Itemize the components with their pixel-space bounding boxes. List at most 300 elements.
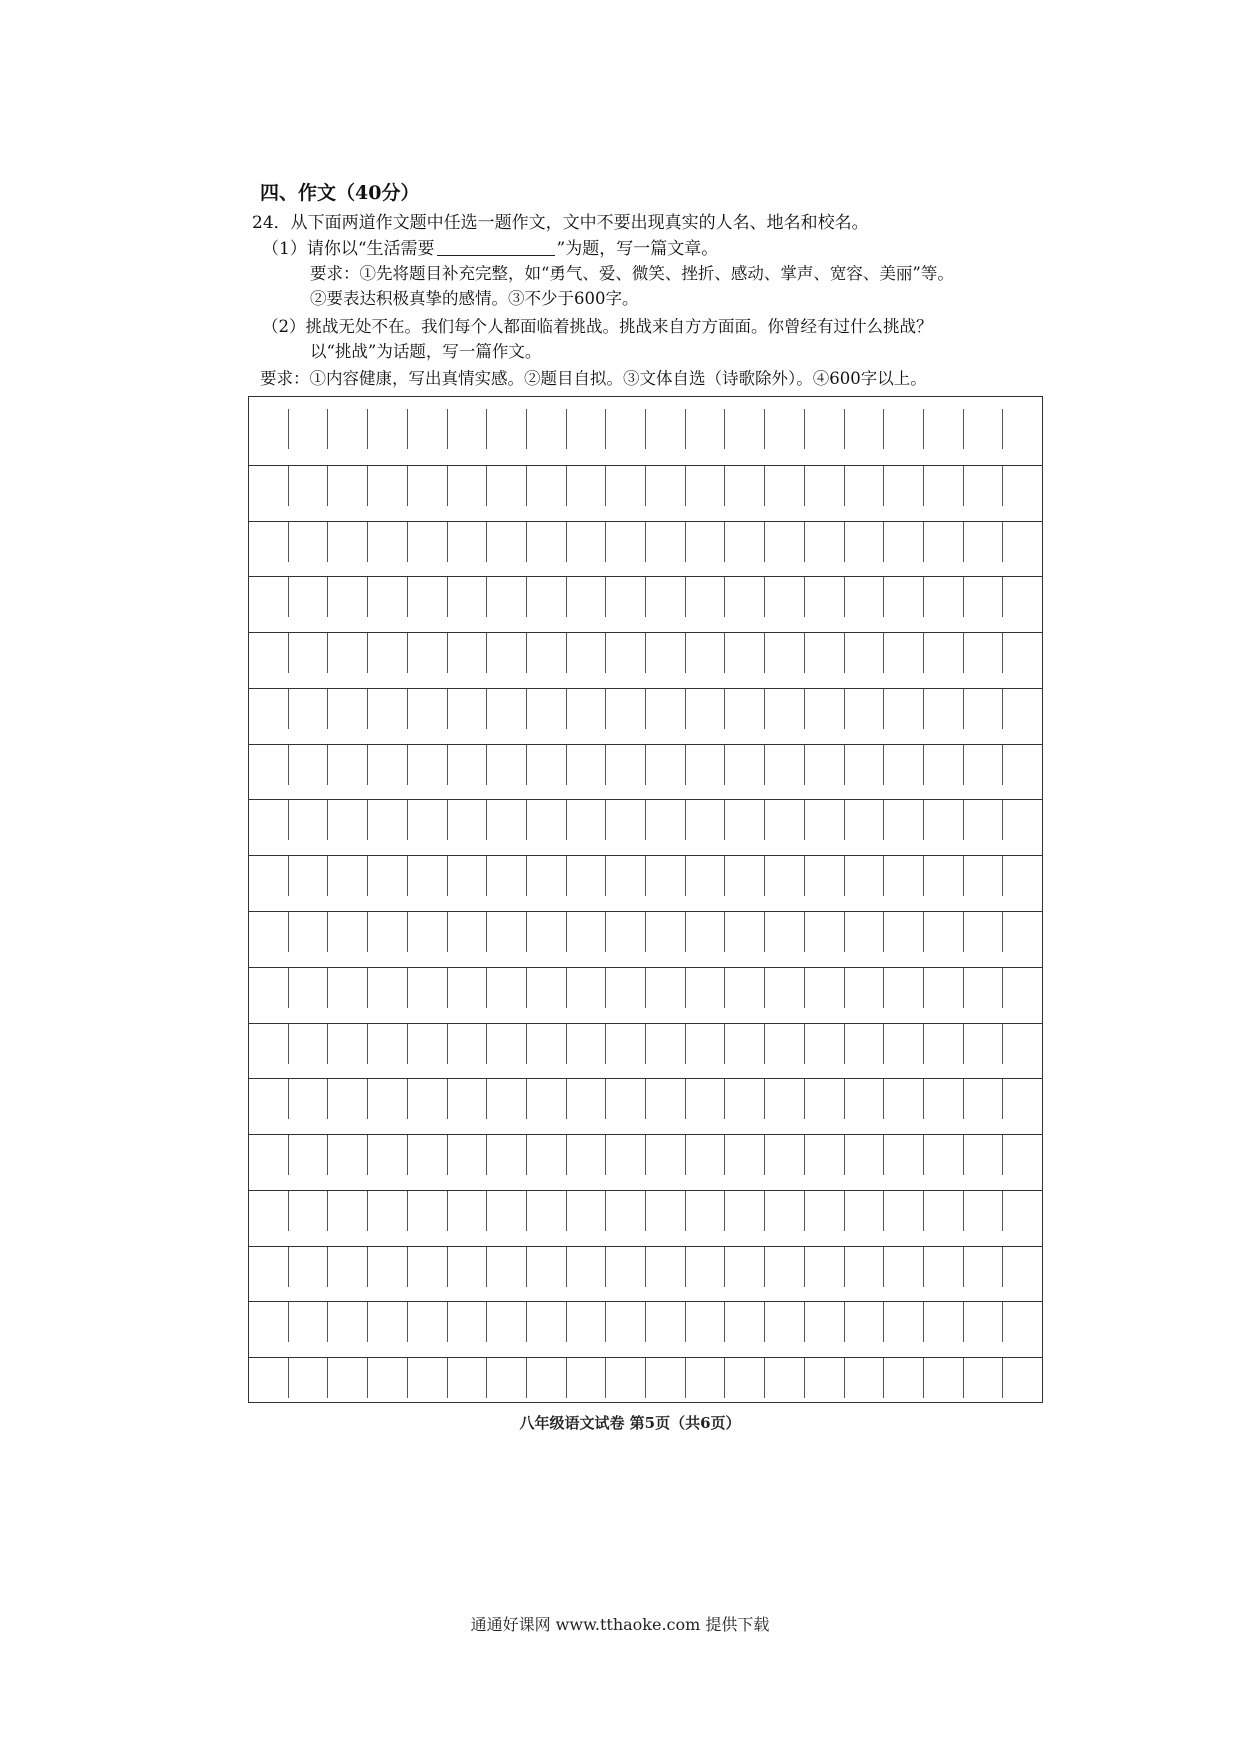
grid-cell[interactable]: [725, 1302, 765, 1342]
grid-cell[interactable]: [884, 1302, 924, 1342]
grid-cell[interactable]: [606, 409, 646, 449]
grid-cell[interactable]: [924, 968, 964, 1008]
grid-cell[interactable]: [368, 1079, 408, 1119]
grid-cell[interactable]: [964, 689, 1004, 729]
grid-cell[interactable]: [1003, 466, 1042, 506]
grid-cell[interactable]: [1003, 409, 1042, 449]
grid-cell[interactable]: [368, 968, 408, 1008]
grid-cell[interactable]: [328, 633, 368, 673]
grid-cell[interactable]: [725, 466, 765, 506]
grid-cell[interactable]: [527, 1191, 567, 1231]
grid-cell[interactable]: [805, 1024, 845, 1064]
grid-cell[interactable]: [686, 1358, 726, 1398]
grid-cell[interactable]: [725, 1191, 765, 1231]
grid-cell[interactable]: [567, 577, 607, 617]
grid-cell[interactable]: [527, 522, 567, 562]
grid-cell[interactable]: [964, 633, 1004, 673]
grid-cell[interactable]: [408, 1302, 448, 1342]
grid-cell[interactable]: [686, 968, 726, 1008]
grid-cell[interactable]: [805, 1079, 845, 1119]
grid-cell[interactable]: [368, 466, 408, 506]
grid-cell[interactable]: [606, 1302, 646, 1342]
grid-cell[interactable]: [725, 968, 765, 1008]
grid-cell[interactable]: [646, 1358, 686, 1398]
grid-cell[interactable]: [924, 522, 964, 562]
grid-cell[interactable]: [527, 1358, 567, 1398]
grid-cell[interactable]: [408, 1191, 448, 1231]
grid-cell[interactable]: [686, 1079, 726, 1119]
grid-cell[interactable]: [368, 1358, 408, 1398]
grid-cell[interactable]: [368, 856, 408, 896]
grid-cell[interactable]: [725, 912, 765, 952]
grid-cell[interactable]: [487, 1079, 527, 1119]
grid-cell[interactable]: [924, 633, 964, 673]
grid-cell[interactable]: [765, 1024, 805, 1064]
grid-cell[interactable]: [964, 522, 1004, 562]
grid-cell[interactable]: [527, 745, 567, 785]
grid-cell[interactable]: [448, 1135, 488, 1175]
grid-cell[interactable]: [924, 577, 964, 617]
grid-cell[interactable]: [1003, 633, 1042, 673]
grid-cell[interactable]: [924, 1079, 964, 1119]
grid-cell[interactable]: [686, 1302, 726, 1342]
grid-cell[interactable]: [328, 1358, 368, 1398]
grid-cell[interactable]: [328, 968, 368, 1008]
grid-cell[interactable]: [527, 1247, 567, 1287]
grid-cell[interactable]: [884, 522, 924, 562]
grid-cell[interactable]: [606, 745, 646, 785]
grid-cell[interactable]: [567, 968, 607, 1008]
grid-cell[interactable]: [448, 968, 488, 1008]
grid-cell[interactable]: [805, 1302, 845, 1342]
grid-cell[interactable]: [448, 745, 488, 785]
grid-cell[interactable]: [725, 409, 765, 449]
grid-cell[interactable]: [884, 1024, 924, 1064]
grid-cell[interactable]: [686, 1135, 726, 1175]
grid-cell[interactable]: [328, 466, 368, 506]
grid-cell[interactable]: [964, 409, 1004, 449]
grid-cell[interactable]: [964, 912, 1004, 952]
grid-cell[interactable]: [448, 1079, 488, 1119]
grid-cell[interactable]: [448, 1302, 488, 1342]
grid-cell[interactable]: [487, 800, 527, 840]
grid-cell[interactable]: [606, 1024, 646, 1064]
grid-cell[interactable]: [805, 522, 845, 562]
grid-cell[interactable]: [765, 1358, 805, 1398]
grid-cell[interactable]: [368, 912, 408, 952]
grid-cell[interactable]: [725, 689, 765, 729]
grid-cell[interactable]: [606, 522, 646, 562]
grid-cell[interactable]: [567, 522, 607, 562]
grid-cell[interactable]: [368, 633, 408, 673]
grid-cell[interactable]: [527, 633, 567, 673]
grid-cell[interactable]: [845, 1191, 885, 1231]
grid-cell[interactable]: [884, 1135, 924, 1175]
grid-cell[interactable]: [765, 968, 805, 1008]
grid-cell[interactable]: [448, 1358, 488, 1398]
grid-cell[interactable]: [249, 1191, 289, 1231]
grid-cell[interactable]: [686, 522, 726, 562]
grid-cell[interactable]: [487, 912, 527, 952]
grid-cell[interactable]: [765, 522, 805, 562]
grid-cell[interactable]: [408, 522, 448, 562]
grid-cell[interactable]: [924, 689, 964, 729]
grid-cell[interactable]: [1003, 856, 1042, 896]
grid-cell[interactable]: [408, 968, 448, 1008]
grid-cell[interactable]: [289, 466, 329, 506]
grid-cell[interactable]: [368, 1247, 408, 1287]
grid-cell[interactable]: [725, 522, 765, 562]
grid-cell[interactable]: [646, 800, 686, 840]
grid-cell[interactable]: [845, 1135, 885, 1175]
grid-cell[interactable]: [527, 856, 567, 896]
grid-cell[interactable]: [884, 968, 924, 1008]
grid-cell[interactable]: [646, 689, 686, 729]
grid-cell[interactable]: [725, 633, 765, 673]
grid-cell[interactable]: [924, 1358, 964, 1398]
grid-cell[interactable]: [408, 689, 448, 729]
grid-cell[interactable]: [249, 1135, 289, 1175]
grid-cell[interactable]: [964, 745, 1004, 785]
grid-cell[interactable]: [646, 1079, 686, 1119]
grid-cell[interactable]: [646, 1191, 686, 1231]
grid-cell[interactable]: [845, 633, 885, 673]
grid-cell[interactable]: [448, 522, 488, 562]
grid-cell[interactable]: [567, 745, 607, 785]
grid-cell[interactable]: [606, 856, 646, 896]
grid-cell[interactable]: [725, 577, 765, 617]
grid-cell[interactable]: [924, 466, 964, 506]
grid-cell[interactable]: [567, 912, 607, 952]
grid-cell[interactable]: [289, 1302, 329, 1342]
grid-cell[interactable]: [845, 1247, 885, 1287]
grid-cell[interactable]: [567, 856, 607, 896]
grid-cell[interactable]: [1003, 800, 1042, 840]
grid-cell[interactable]: [725, 745, 765, 785]
grid-cell[interactable]: [408, 1247, 448, 1287]
grid-cell[interactable]: [805, 856, 845, 896]
grid-cell[interactable]: [368, 1302, 408, 1342]
grid-cell[interactable]: [567, 409, 607, 449]
grid-cell[interactable]: [646, 1135, 686, 1175]
grid-cell[interactable]: [408, 1079, 448, 1119]
grid-cell[interactable]: [845, 689, 885, 729]
grid-cell[interactable]: [368, 689, 408, 729]
grid-cell[interactable]: [924, 1247, 964, 1287]
grid-cell[interactable]: [686, 409, 726, 449]
grid-cell[interactable]: [487, 466, 527, 506]
grid-cell[interactable]: [924, 800, 964, 840]
grid-cell[interactable]: [606, 577, 646, 617]
grid-cell[interactable]: [289, 745, 329, 785]
grid-cell[interactable]: [249, 856, 289, 896]
grid-cell[interactable]: [765, 577, 805, 617]
grid-cell[interactable]: [805, 912, 845, 952]
grid-cell[interactable]: [845, 409, 885, 449]
grid-cell[interactable]: [845, 1024, 885, 1064]
grid-cell[interactable]: [646, 912, 686, 952]
grid-cell[interactable]: [646, 633, 686, 673]
grid-cell[interactable]: [368, 745, 408, 785]
grid-cell[interactable]: [408, 1135, 448, 1175]
grid-cell[interactable]: [289, 522, 329, 562]
grid-cell[interactable]: [249, 577, 289, 617]
grid-cell[interactable]: [289, 1024, 329, 1064]
grid-cell[interactable]: [964, 1247, 1004, 1287]
grid-cell[interactable]: [1003, 912, 1042, 952]
grid-cell[interactable]: [567, 466, 607, 506]
grid-cell[interactable]: [686, 745, 726, 785]
grid-cell[interactable]: [725, 1135, 765, 1175]
grid-cell[interactable]: [884, 466, 924, 506]
grid-cell[interactable]: [328, 522, 368, 562]
grid-cell[interactable]: [527, 1135, 567, 1175]
grid-cell[interactable]: [328, 1135, 368, 1175]
grid-cell[interactable]: [408, 633, 448, 673]
grid-cell[interactable]: [805, 1358, 845, 1398]
grid-cell[interactable]: [606, 1358, 646, 1398]
grid-cell[interactable]: [448, 856, 488, 896]
grid-cell[interactable]: [606, 466, 646, 506]
grid-cell[interactable]: [527, 1024, 567, 1064]
grid-cell[interactable]: [368, 577, 408, 617]
grid-cell[interactable]: [884, 912, 924, 952]
grid-cell[interactable]: [964, 577, 1004, 617]
grid-cell[interactable]: [964, 968, 1004, 1008]
grid-cell[interactable]: [845, 968, 885, 1008]
grid-cell[interactable]: [567, 689, 607, 729]
grid-cell[interactable]: [408, 1358, 448, 1398]
grid-cell[interactable]: [725, 800, 765, 840]
grid-cell[interactable]: [567, 1191, 607, 1231]
grid-cell[interactable]: [884, 800, 924, 840]
grid-cell[interactable]: [725, 1079, 765, 1119]
grid-cell[interactable]: [408, 409, 448, 449]
grid-cell[interactable]: [805, 1135, 845, 1175]
grid-cell[interactable]: [765, 800, 805, 840]
grid-cell[interactable]: [289, 633, 329, 673]
grid-cell[interactable]: [805, 968, 845, 1008]
grid-cell[interactable]: [964, 856, 1004, 896]
grid-cell[interactable]: [1003, 1302, 1042, 1342]
grid-cell[interactable]: [1003, 1135, 1042, 1175]
grid-cell[interactable]: [924, 1191, 964, 1231]
grid-cell[interactable]: [249, 745, 289, 785]
grid-cell[interactable]: [606, 800, 646, 840]
grid-cell[interactable]: [487, 1358, 527, 1398]
grid-cell[interactable]: [924, 409, 964, 449]
grid-cell[interactable]: [249, 800, 289, 840]
grid-cell[interactable]: [686, 689, 726, 729]
grid-cell[interactable]: [487, 577, 527, 617]
grid-cell[interactable]: [964, 1024, 1004, 1064]
grid-cell[interactable]: [884, 856, 924, 896]
grid-cell[interactable]: [924, 1024, 964, 1064]
grid-cell[interactable]: [289, 1079, 329, 1119]
grid-cell[interactable]: [884, 1247, 924, 1287]
grid-cell[interactable]: [884, 577, 924, 617]
grid-cell[interactable]: [487, 745, 527, 785]
grid-cell[interactable]: [805, 466, 845, 506]
grid-cell[interactable]: [1003, 689, 1042, 729]
grid-cell[interactable]: [527, 968, 567, 1008]
grid-cell[interactable]: [765, 1079, 805, 1119]
composition-writing-grid[interactable]: [248, 396, 1043, 1403]
grid-cell[interactable]: [964, 466, 1004, 506]
grid-cell[interactable]: [328, 856, 368, 896]
grid-cell[interactable]: [487, 1247, 527, 1287]
grid-cell[interactable]: [567, 1135, 607, 1175]
grid-cell[interactable]: [368, 1024, 408, 1064]
grid-cell[interactable]: [884, 745, 924, 785]
grid-cell[interactable]: [725, 1358, 765, 1398]
grid-cell[interactable]: [646, 409, 686, 449]
grid-cell[interactable]: [845, 1079, 885, 1119]
grid-cell[interactable]: [1003, 1358, 1042, 1398]
grid-cell[interactable]: [567, 1247, 607, 1287]
grid-cell[interactable]: [527, 689, 567, 729]
grid-cell[interactable]: [289, 800, 329, 840]
grid-cell[interactable]: [964, 1079, 1004, 1119]
grid-cell[interactable]: [805, 800, 845, 840]
grid-cell[interactable]: [725, 1247, 765, 1287]
grid-cell[interactable]: [487, 968, 527, 1008]
grid-cell[interactable]: [249, 1358, 289, 1398]
grid-cell[interactable]: [289, 409, 329, 449]
grid-cell[interactable]: [567, 1358, 607, 1398]
grid-cell[interactable]: [487, 1191, 527, 1231]
grid-cell[interactable]: [249, 1302, 289, 1342]
grid-cell[interactable]: [408, 856, 448, 896]
grid-cell[interactable]: [924, 1135, 964, 1175]
grid-cell[interactable]: [328, 800, 368, 840]
grid-cell[interactable]: [606, 1247, 646, 1287]
grid-cell[interactable]: [765, 633, 805, 673]
grid-cell[interactable]: [765, 1247, 805, 1287]
grid-cell[interactable]: [289, 912, 329, 952]
grid-cell[interactable]: [527, 800, 567, 840]
grid-cell[interactable]: [368, 409, 408, 449]
grid-cell[interactable]: [884, 689, 924, 729]
grid-cell[interactable]: [805, 1247, 845, 1287]
grid-cell[interactable]: [289, 1247, 329, 1287]
grid-cell[interactable]: [606, 968, 646, 1008]
grid-cell[interactable]: [328, 1302, 368, 1342]
grid-cell[interactable]: [368, 522, 408, 562]
grid-cell[interactable]: [1003, 1079, 1042, 1119]
grid-cell[interactable]: [408, 745, 448, 785]
grid-cell[interactable]: [328, 1024, 368, 1064]
grid-cell[interactable]: [328, 1079, 368, 1119]
grid-cell[interactable]: [845, 856, 885, 896]
grid-cell[interactable]: [646, 856, 686, 896]
grid-cell[interactable]: [527, 1302, 567, 1342]
grid-cell[interactable]: [924, 912, 964, 952]
grid-cell[interactable]: [328, 1191, 368, 1231]
grid-cell[interactable]: [289, 1358, 329, 1398]
grid-cell[interactable]: [328, 577, 368, 617]
grid-cell[interactable]: [765, 1191, 805, 1231]
grid-cell[interactable]: [249, 1247, 289, 1287]
grid-cell[interactable]: [328, 409, 368, 449]
grid-cell[interactable]: [606, 1191, 646, 1231]
grid-cell[interactable]: [448, 1191, 488, 1231]
grid-cell[interactable]: [368, 1135, 408, 1175]
grid-cell[interactable]: [646, 1024, 686, 1064]
grid-cell[interactable]: [686, 633, 726, 673]
grid-cell[interactable]: [249, 912, 289, 952]
grid-cell[interactable]: [845, 522, 885, 562]
grid-cell[interactable]: [289, 1135, 329, 1175]
grid-cell[interactable]: [527, 577, 567, 617]
grid-cell[interactable]: [249, 522, 289, 562]
grid-cell[interactable]: [1003, 745, 1042, 785]
grid-cell[interactable]: [249, 633, 289, 673]
grid-cell[interactable]: [646, 968, 686, 1008]
grid-cell[interactable]: [408, 577, 448, 617]
grid-cell[interactable]: [448, 633, 488, 673]
grid-cell[interactable]: [884, 1358, 924, 1398]
grid-cell[interactable]: [289, 1191, 329, 1231]
grid-cell[interactable]: [845, 912, 885, 952]
grid-cell[interactable]: [289, 856, 329, 896]
grid-cell[interactable]: [805, 689, 845, 729]
grid-cell[interactable]: [964, 1302, 1004, 1342]
grid-cell[interactable]: [686, 1024, 726, 1064]
grid-cell[interactable]: [805, 409, 845, 449]
grid-cell[interactable]: [845, 577, 885, 617]
grid-cell[interactable]: [606, 912, 646, 952]
grid-cell[interactable]: [646, 1247, 686, 1287]
grid-cell[interactable]: [567, 800, 607, 840]
grid-cell[interactable]: [805, 633, 845, 673]
grid-cell[interactable]: [368, 1191, 408, 1231]
grid-cell[interactable]: [686, 800, 726, 840]
grid-cell[interactable]: [845, 1302, 885, 1342]
grid-cell[interactable]: [725, 1024, 765, 1064]
grid-cell[interactable]: [487, 856, 527, 896]
grid-cell[interactable]: [328, 689, 368, 729]
grid-cell[interactable]: [964, 1135, 1004, 1175]
grid-cell[interactable]: [884, 1079, 924, 1119]
grid-cell[interactable]: [527, 466, 567, 506]
grid-cell[interactable]: [606, 689, 646, 729]
grid-cell[interactable]: [805, 745, 845, 785]
grid-cell[interactable]: [686, 856, 726, 896]
grid-cell[interactable]: [408, 912, 448, 952]
grid-cell[interactable]: [924, 856, 964, 896]
grid-cell[interactable]: [448, 912, 488, 952]
grid-cell[interactable]: [606, 1079, 646, 1119]
grid-cell[interactable]: [487, 633, 527, 673]
grid-cell[interactable]: [805, 577, 845, 617]
grid-cell[interactable]: [924, 1302, 964, 1342]
grid-cell[interactable]: [964, 800, 1004, 840]
grid-cell[interactable]: [249, 409, 289, 449]
grid-cell[interactable]: [1003, 1247, 1042, 1287]
grid-cell[interactable]: [765, 856, 805, 896]
grid-cell[interactable]: [487, 1135, 527, 1175]
grid-cell[interactable]: [368, 800, 408, 840]
grid-cell[interactable]: [1003, 577, 1042, 617]
grid-cell[interactable]: [646, 466, 686, 506]
grid-cell[interactable]: [765, 912, 805, 952]
grid-cell[interactable]: [567, 1079, 607, 1119]
grid-cell[interactable]: [249, 1024, 289, 1064]
grid-cell[interactable]: [845, 800, 885, 840]
grid-cell[interactable]: [448, 800, 488, 840]
grid-cell[interactable]: [249, 1079, 289, 1119]
